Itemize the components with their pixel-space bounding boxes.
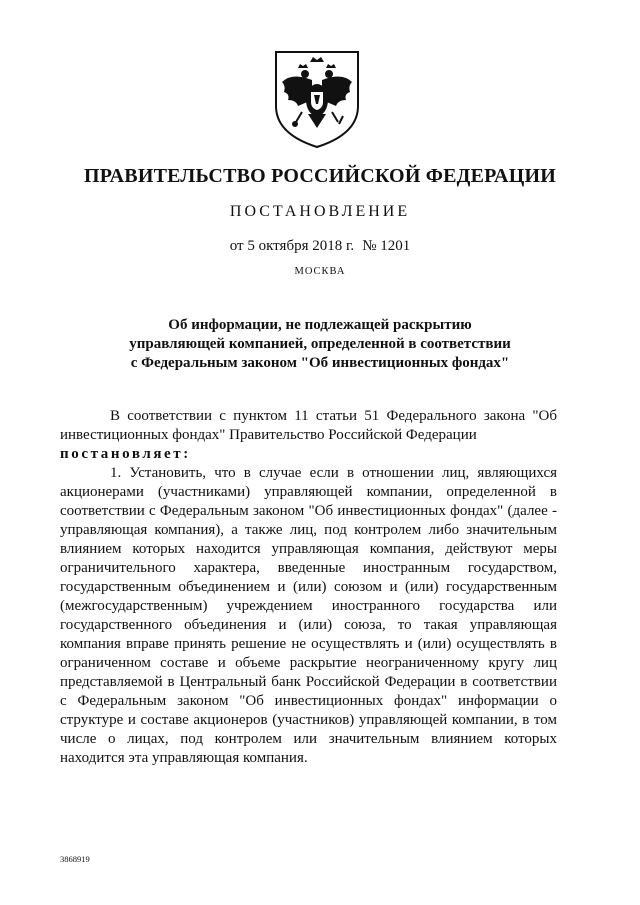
- resolution-word: [60, 445, 557, 464]
- paragraph-item-1: 1. Установить, что в случае если в отношении лиц, являющихся акционерами (участниками) управляющей компании, определенной в соответствии с Федеральным законом "Об инвестиционных фондах" (далее - управляющая компания), а также лиц, под контролем либо значительным влиянием которых находится управляющая компания, действуют меры ограничительного характера, введенные иностранным государством, государственным объединением и (или) союзом и (или) государственным (межгосударственным) учреждением иностранного государства или государственного объединения и (или) союза, то такая управляющая компания вправе принять решение не осуществлять и (или) осуществлять в ограниченном составе и объеме раскрытие неограниченному кругу лиц представляемой в Центральный банк Российской Федерации в соответствии с Федеральным законом "Об инвестиционных фондах" информации о структуре и составе акционеров (участников) управляющей компании, в том числе о лицах, под контролем или значительным влиянием которых находится эта управляющая компания.: [60, 465, 557, 766]
- dateline: [0, 238, 640, 255]
- title-line: Об информации, не подлежащей раскрытию: [168, 317, 472, 333]
- preamble: В соответствии с пунктом 11 статьи 51 Федерального закона "Об инвестиционных фондах" Правительство Российской Федерации: [60, 408, 557, 443]
- title-line: управляющей компанией, определенной в соответствии: [129, 336, 511, 352]
- document-type: ПОСТАНОВЛЕНИЕ: [229, 203, 411, 220]
- title-line: с Федеральным законом "Об инвестиционных фондах": [130, 355, 510, 371]
- government-name: ПРАВИТЕЛЬСТВО РОССИЙСКОЙ ФЕДЕРАЦИИ: [84, 165, 556, 187]
- document-body: [60, 407, 557, 768]
- decree-date: от 5 октября 2018 г.: [229, 238, 355, 254]
- document-title: [80, 316, 560, 373]
- city: МОСКВА: [294, 266, 346, 277]
- document-id: 3868919: [60, 854, 90, 864]
- resolves-word: постановляет:: [60, 446, 191, 462]
- russian-coat-of-arms-icon: [272, 48, 362, 150]
- decree-number: № 1201: [362, 238, 411, 254]
